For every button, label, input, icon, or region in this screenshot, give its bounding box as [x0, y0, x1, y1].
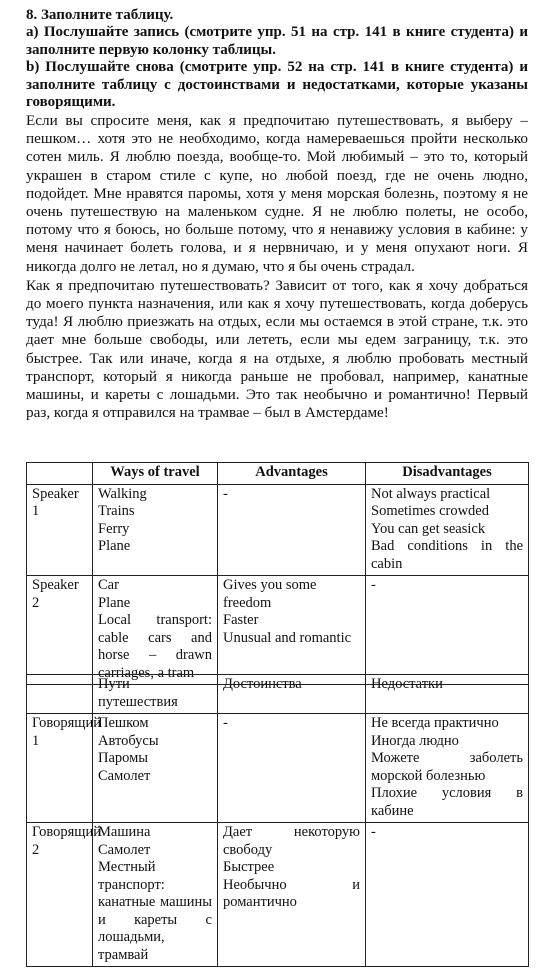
list-item: Автобусы [98, 732, 159, 749]
task-title: 8. Заполните таблицу. [26, 7, 174, 23]
list-item: You can get seasick [371, 520, 486, 537]
table-header-row [27, 463, 529, 485]
list-item: Можете заболеть морской болезнью [371, 750, 523, 784]
list-item: Local transport: cable cars and horse – drawn carriages, a tram [98, 612, 212, 681]
speaker-cell: Говорящий 1 [27, 714, 93, 823]
ways-cell [93, 576, 218, 685]
list-item: Иногда людно [371, 732, 459, 749]
list-item: Плохие условия в кабине [371, 785, 523, 819]
task-instruction-a: a) Послушайте запись (смотрите упр. 51 на стр. 141 в книге студента) и заполните первую колонку таблицы. [26, 24, 528, 58]
header-advantages: Advantages [218, 463, 366, 485]
task-instruction-b: b) Послушайте снова (смотрите упр. 52 на стр. 141 в книге студента) и заполните таблицу с достоинствами и недостатками, которые указаны говорящими. [26, 59, 528, 111]
travel-table-russian [26, 674, 529, 967]
list-item: Not always practical [371, 485, 491, 502]
disadvantages-cell: - [366, 823, 529, 967]
list-item: Не всегда практично [371, 715, 499, 731]
list-item: Walking [98, 485, 147, 502]
list-item: Gives you some freedom [223, 577, 317, 611]
list-item: Машина [98, 824, 151, 840]
travel-table-english [26, 462, 529, 685]
text-paragraph-1: Если вы спросите меня, как я предпочитаю путешествовать, я выберу – пешком… хотя это не необходимо, когда намереваешься пройти несколько сотен миль. Я люблю поезда, вообще-то. Мой любимый – это то, который украшен в старом стиле с купе, но любой поезд, где не очень людно, подойдет. Мне нравятся паромы, хотя у меня морская болезнь, поэтому я не очень путешествую на маленьком судне. Я не люблю полеты, не особо, потому что я боюсь, но больше потому, что я ненавижу условия в кабине: у меня начинает болеть голова, и я нервничаю, и у меня опухают ноги. Я никогда долго не летал, но я думаю, что я бы очень страдал. [26, 111, 528, 275]
header-cell-empty [27, 675, 93, 714]
table-row [27, 576, 529, 685]
header-ways-of-travel: Пути путешествия [93, 675, 218, 714]
list-item: Ferry [98, 520, 130, 537]
header-disadvantages: Недостатки [366, 675, 529, 714]
ways-cell [93, 714, 218, 823]
disadvantages-cell: - [366, 576, 529, 685]
list-item: Plane [98, 538, 131, 554]
disadvantages-cell [366, 484, 529, 576]
list-item: Unusual and romantic [223, 629, 352, 646]
text-paragraph-2: Как я предпочитаю путешествовать? Зависит от того, как я хочу добраться до моего пункта назначения, или как я хочу путешествовать, когда доберусь туда! Я люблю приезжать на отдых, если мы остаемся в этой стране, т.к. это дает мне больше свободы, или лететь, если мы едем заграницу, т.к. это быстрее. Так или иначе, когда я на отдыхе, я люблю пробовать местный транспорт, который я никогда раньше не пробовал, например, канатные машины, и кареты с лошадьми. Это так необычно и романтично! Первый раз, когда я отправился на трамвае – был в Амстердаме! [26, 276, 528, 422]
list-item: Необычно и романтично [223, 876, 360, 910]
list-item: Самолет [98, 841, 151, 858]
header-cell-empty [27, 463, 93, 485]
ways-cell [93, 484, 218, 576]
list-item: Sometimes crowded [371, 503, 489, 519]
speaker-cell: Speaker 2 [27, 576, 93, 685]
list-item: Trains [98, 503, 135, 519]
list-item: Самолет [98, 767, 151, 784]
ways-cell [93, 823, 218, 967]
header-ways-of-travel: Ways of travel [93, 463, 218, 485]
speaker-cell: Speaker 1 [27, 484, 93, 576]
advantages-cell: - [218, 484, 366, 576]
list-item: Car [98, 577, 119, 593]
list-item: Faster [223, 612, 259, 628]
advantages-cell [218, 823, 366, 967]
speaker-cell: Говорящий 2 [27, 823, 93, 967]
document-page [26, 6, 528, 422]
header-disadvantages: Disadvantages [366, 463, 529, 485]
advantages-cell: - [218, 714, 366, 823]
table-row [27, 484, 529, 576]
disadvantages-cell [366, 714, 529, 823]
table-row [27, 714, 529, 823]
list-item: Bad conditions in the cabin [371, 538, 523, 572]
table-header-row [27, 675, 529, 714]
list-item: Быстрее [223, 859, 275, 875]
advantages-cell [218, 576, 366, 685]
table-row [27, 823, 529, 967]
list-item: Дает некоторую свободу [223, 824, 360, 858]
header-advantages: Достоинства [218, 675, 366, 714]
list-item: Пешком [98, 715, 149, 731]
list-item: Plane [98, 594, 131, 611]
list-item: Местный транспорт: канатные машины и кареты с лошадьми, трамвай [98, 859, 212, 963]
list-item: Паромы [98, 750, 149, 766]
